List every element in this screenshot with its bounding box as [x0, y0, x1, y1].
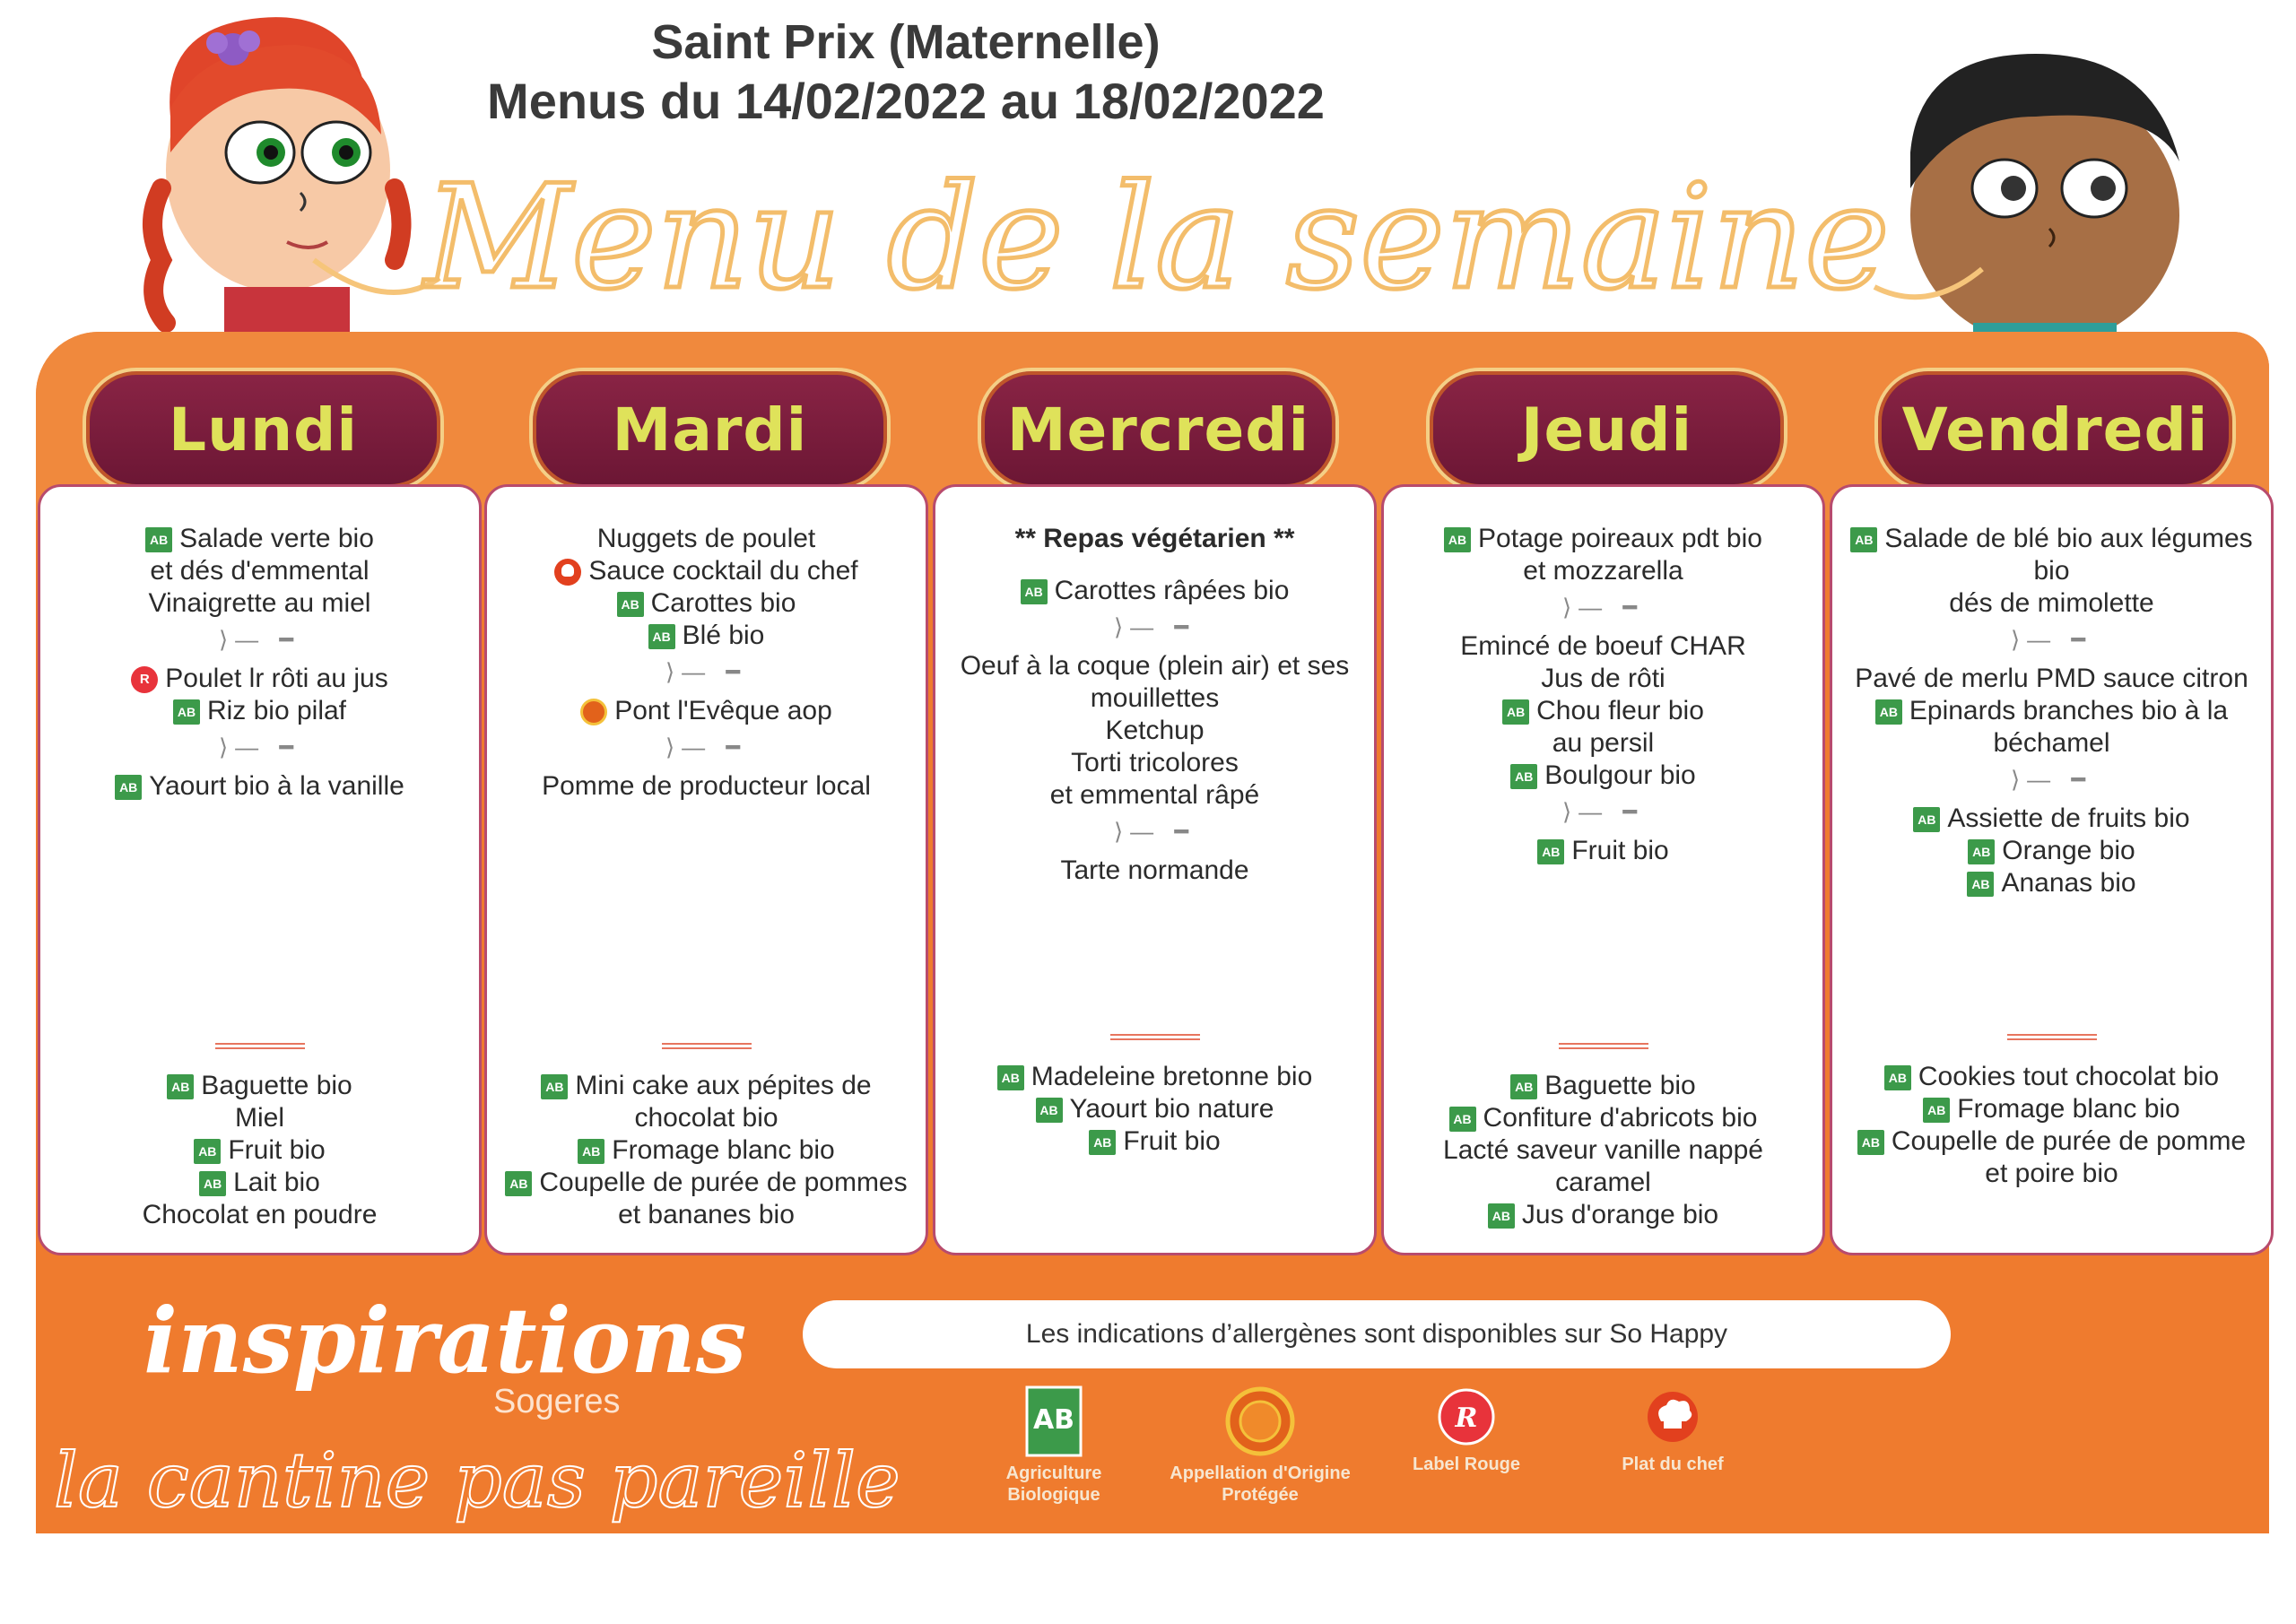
ab-logo-icon [1025, 1385, 1083, 1457]
bio-label-icon: AB [1449, 1107, 1476, 1132]
menu-item [935, 523, 1374, 555]
course-separator-icon: ⟩— ━ [2010, 766, 2093, 793]
menu-item-text: caramel [1555, 1168, 1651, 1197]
bio-label-icon: AB [173, 699, 200, 725]
menu-item-text: Fruit bio [1123, 1126, 1221, 1156]
snack-menu [40, 1070, 479, 1231]
snack-menu [935, 1061, 1374, 1158]
legend-plat-du-chef [1605, 1385, 1740, 1475]
inspirations-brand [54, 1282, 900, 1533]
day-label: Jeudi [1520, 395, 1693, 465]
brand-sub: Sogeres [493, 1383, 621, 1420]
menu-item-text: Baguette bio [1544, 1071, 1696, 1100]
bio-label-icon: AB [1444, 527, 1471, 552]
banner-text: Menu de la semaine [424, 153, 1890, 321]
menu-item-text: mouillettes [1090, 683, 1220, 713]
menu-item-text: Fromage blanc bio [1957, 1094, 2180, 1124]
menu-item-text: Coupelle de purée de pommes [539, 1168, 908, 1197]
legend-label: Agriculture [1005, 1463, 1102, 1483]
menu-item [935, 575, 1374, 607]
menu-item-text: Fromage blanc bio [612, 1135, 835, 1165]
bio-label-icon: AB [1021, 579, 1048, 604]
menu-item [935, 1125, 1374, 1158]
day-label: Mardi [612, 395, 808, 465]
lunch-menu [1384, 523, 1822, 867]
bio-label-icon: AB [1875, 699, 1902, 725]
snack-menu [487, 1070, 926, 1231]
menu-item [935, 1061, 1374, 1093]
menu-item [487, 555, 926, 587]
lunch-menu [487, 523, 926, 803]
day-card-vendredi [1830, 484, 2274, 1255]
bio-label-icon: AB [1850, 527, 1877, 552]
bio-label-icon: AB [505, 1171, 532, 1196]
menu-item [487, 1134, 926, 1167]
legend-aop [1157, 1385, 1363, 1506]
menu-item-text: Pomme de producteur local [542, 771, 871, 801]
menu-item-text: Coupelle de purée de pomme [1891, 1126, 2247, 1156]
period-title: Menus du 14/02/2022 au 18/02/2022 [487, 73, 1325, 129]
bio-label-icon: AB [1923, 1098, 1950, 1123]
menu-item [1832, 727, 2271, 760]
day-tab-mardi [529, 368, 891, 491]
menu-item [1832, 695, 2271, 727]
menu-item-text: Oeuf à la coque (plein air) et ses [960, 651, 1350, 681]
menu-item-text: chocolat bio [634, 1103, 778, 1133]
menu-de-la-semaine-banner [350, 135, 1964, 341]
svg-text:R: R [1455, 1403, 1478, 1434]
menu-item-text: Lacté saveur vanille nappé [1443, 1135, 1763, 1165]
menu-item [1832, 867, 2271, 899]
menu-item [1384, 1070, 1822, 1102]
menu-item [935, 779, 1374, 812]
bio-label-icon: AB [1913, 807, 1940, 832]
menu-item-text: Salade verte bio [179, 524, 374, 553]
menu-item [1384, 760, 1822, 792]
bio-label-icon: AB [145, 527, 172, 552]
lunch-menu [935, 523, 1374, 887]
menu-item-text: Carottes râpées bio [1054, 576, 1290, 605]
bio-label-icon: AB [194, 1139, 221, 1164]
menu-item [935, 715, 1374, 747]
bio-label-icon: AB [167, 1074, 194, 1099]
day-card-mercredi [933, 484, 1377, 1255]
svg-text:AB: AB [1032, 1404, 1075, 1436]
brand-main: inspirations [144, 1288, 747, 1394]
menu-item [487, 1102, 926, 1134]
bio-label-icon: AB [648, 624, 675, 649]
label-rouge-icon: R [131, 666, 158, 693]
menu-item-text: et poire bio [1985, 1159, 2118, 1188]
menu-item-text: Carottes bio [650, 588, 796, 618]
bio-label-icon: AB [1537, 839, 1564, 864]
course-separator-icon: ⟩— ━ [1113, 818, 1196, 845]
label-rouge-icon [1435, 1385, 1498, 1448]
day-card-lundi [38, 484, 482, 1255]
menu-item-text: bio [2033, 556, 2070, 586]
course-separator-icon: ⟩— ━ [665, 658, 748, 685]
menu-item [935, 682, 1374, 715]
menu-item-text: Riz bio pilaf [206, 696, 347, 725]
lunch-menu [1832, 523, 2271, 899]
bio-label-icon: AB [199, 1171, 226, 1196]
menu-item-text: Jus de rôti [1541, 664, 1665, 693]
menu-item [1832, 835, 2271, 867]
menu-item [487, 587, 926, 620]
spacer [935, 555, 1374, 575]
menu-item [487, 1167, 926, 1199]
menu-item [1384, 630, 1822, 663]
menu-item-text: Vinaigrette au miel [148, 588, 371, 618]
menu-item-text: et bananes bio [618, 1200, 795, 1229]
menu-item [1384, 695, 1822, 727]
menu-item-text: Fruit bio [228, 1135, 326, 1165]
day-label: Lundi [169, 395, 358, 465]
lunch-menu [40, 523, 479, 803]
menu-item [1832, 523, 2271, 555]
legend-agriculture-biologique [996, 1385, 1112, 1506]
menu-item-text: Torti tricolores [1071, 748, 1239, 777]
menu-item-text: Ananas bio [2001, 868, 2136, 898]
snack-divider [2007, 1034, 2097, 1041]
menu-item [40, 663, 479, 695]
menu-item-text: Confiture d'abricots bio [1483, 1103, 1758, 1133]
day-tab-jeudi [1426, 368, 1787, 491]
menu-item [40, 1102, 479, 1134]
course-separator-icon: ⟩— ━ [218, 626, 301, 653]
chef-hat-icon [1641, 1385, 1704, 1448]
bio-label-icon: AB [997, 1065, 1024, 1090]
day-label: Vendredi [1901, 395, 2209, 465]
menu-item [487, 523, 926, 555]
course-separator-icon: ⟩— ━ [665, 734, 748, 760]
bio-label-icon: AB [617, 592, 644, 617]
menu-item [40, 1134, 479, 1167]
bio-label-icon: AB [1089, 1130, 1116, 1155]
menu-item-text: Madeleine bretonne bio [1031, 1062, 1313, 1091]
menu-item [935, 650, 1374, 682]
menu-item [40, 587, 479, 620]
bio-label-icon: AB [1884, 1065, 1911, 1090]
menu-item [1832, 555, 2271, 587]
menu-item-text: Sauce cocktail du chef [588, 556, 858, 586]
day-tab-lundi [83, 368, 444, 491]
menu-item [1832, 1125, 2271, 1158]
allergens-note: Les indications d’allergènes sont disponibles sur So Happy [803, 1300, 1951, 1368]
school-title: Saint Prix (Maternelle) [651, 15, 1161, 69]
menu-item [1384, 555, 1822, 587]
menu-item [487, 620, 926, 652]
menu-item-text: Salade de blé bio aux légumes [1884, 524, 2253, 553]
menu-item-text: Yaourt bio nature [1069, 1094, 1274, 1124]
menu-item [40, 770, 479, 803]
bio-label-icon: AB [1510, 764, 1537, 789]
menu-item-text: Tarte normande [1060, 855, 1249, 885]
menu-item-text: Fruit bio [1571, 836, 1669, 865]
bio-label-icon: AB [1036, 1098, 1063, 1123]
menu-item-text: Jus d'orange bio [1521, 1200, 1719, 1229]
menu-item-text: Mini cake aux pépites de [575, 1071, 872, 1100]
menu-item-text: Emincé de boeuf CHAR [1460, 631, 1746, 661]
aop-seal-icon [1224, 1385, 1296, 1457]
menu-item-text: Assiette de fruits bio [1947, 803, 2190, 833]
course-separator-icon: ⟩— ━ [2010, 626, 2093, 653]
menu-item-text: Blé bio [682, 621, 765, 650]
menu-item-text: Chocolat en poudre [142, 1200, 378, 1229]
menu-item [1832, 1093, 2271, 1125]
bio-label-icon: AB [541, 1074, 568, 1099]
menu-item [1832, 1158, 2271, 1190]
menu-item [1384, 663, 1822, 695]
chef-hat-icon [554, 559, 581, 586]
menu-item-text: Orange bio [2002, 836, 2135, 865]
day-card-jeudi [1381, 484, 1825, 1255]
bio-label-icon: AB [1510, 1074, 1537, 1099]
menu-item [487, 770, 926, 803]
menu-item-text: Potage poireaux pdt bio [1478, 524, 1762, 553]
menu-item-text: Nuggets de poulet [596, 524, 816, 553]
legend-label: Appellation d'Origine [1170, 1463, 1351, 1483]
legend-label: Protégée [1222, 1485, 1299, 1505]
aop-icon [580, 699, 607, 725]
day-label: Mercredi [1006, 395, 1310, 465]
brand-tagline: la cantine pas pareille [54, 1437, 900, 1524]
menu-item-text: Ketchup [1105, 716, 1205, 745]
menu-item [1384, 1102, 1822, 1134]
menu-item [935, 1093, 1374, 1125]
course-separator-icon: ⟩— ━ [218, 734, 301, 760]
menu-item [1384, 1134, 1822, 1167]
menu-item [1384, 1199, 1822, 1231]
menu-item [1832, 1061, 2271, 1093]
menu-item-text: Poulet lr rôti au jus [165, 664, 388, 693]
bio-label-icon: AB [1967, 872, 1994, 897]
menu-item [1384, 523, 1822, 555]
menu-item [935, 747, 1374, 779]
menu-item-text: au persil [1552, 728, 1655, 758]
menu-item [487, 1199, 926, 1231]
menu-item [40, 695, 479, 727]
menu-item [1832, 587, 2271, 620]
menu-item [40, 1070, 479, 1102]
bio-label-icon: AB [1968, 839, 1995, 864]
menu-item [487, 1070, 926, 1102]
menu-item [1384, 1167, 1822, 1199]
menu-item-text: Boulgour bio [1544, 760, 1696, 790]
menu-item-text: Chou fleur bio [1536, 696, 1704, 725]
menu-item [935, 855, 1374, 887]
menu-item-text: Cookies tout chocolat bio [1918, 1062, 2220, 1091]
bio-label-icon: AB [578, 1139, 604, 1164]
menu-item [1832, 803, 2271, 835]
legend-label: Label Rouge [1412, 1455, 1520, 1474]
menu-item-text: et emmental râpé [1049, 780, 1260, 810]
menu-item [40, 523, 479, 555]
bio-label-icon: AB [1488, 1203, 1515, 1229]
legend-label: Plat du chef [1622, 1455, 1724, 1474]
menu-item-text: béchamel [1993, 728, 2110, 758]
day-tab-vendredi [1874, 368, 2236, 491]
menu-item [40, 555, 479, 587]
snack-menu [1384, 1070, 1822, 1231]
menu-item-text: et dés d'emmental [150, 556, 370, 586]
menu-item [1384, 835, 1822, 867]
menu-item-text: ** Repas végétarien ** [1014, 524, 1295, 553]
snack-divider [1559, 1043, 1648, 1050]
menu-item-text: Miel [234, 1103, 284, 1133]
snack-divider [215, 1043, 305, 1050]
course-separator-icon: ⟩— ━ [1113, 613, 1196, 640]
menu-item-text: Baguette bio [201, 1071, 352, 1100]
snack-menu [1832, 1061, 2271, 1190]
menu-item [40, 1167, 479, 1199]
day-card-mardi [484, 484, 928, 1255]
menu-item-text: Epinards branches bio à la [1909, 696, 2229, 725]
snack-divider [1110, 1034, 1200, 1041]
bio-label-icon: AB [1502, 699, 1529, 725]
legend-label: Biologique [1007, 1485, 1100, 1505]
menu-item [487, 695, 926, 727]
snack-divider [662, 1043, 752, 1050]
menu-item-text: Yaourt bio à la vanille [149, 771, 404, 801]
course-separator-icon: ⟩— ━ [1561, 594, 1645, 621]
menu-item-text: Pont l'Evêque aop [614, 696, 832, 725]
menu-item [1832, 663, 2271, 695]
menu-item-text: et mozzarella [1523, 556, 1683, 586]
legend-label-rouge [1399, 1385, 1534, 1475]
menu-item-text: Lait bio [233, 1168, 320, 1197]
menu-item-text: Pavé de merlu PMD sauce citron [1855, 664, 2248, 693]
menu-item [40, 1199, 479, 1231]
menu-item-text: dés de mimolette [1949, 588, 2154, 618]
course-separator-icon: ⟩— ━ [1561, 798, 1645, 825]
bio-label-icon: AB [115, 775, 142, 800]
bio-label-icon: AB [1857, 1130, 1884, 1155]
day-tab-mercredi [978, 368, 1339, 491]
menu-item [1384, 727, 1822, 760]
